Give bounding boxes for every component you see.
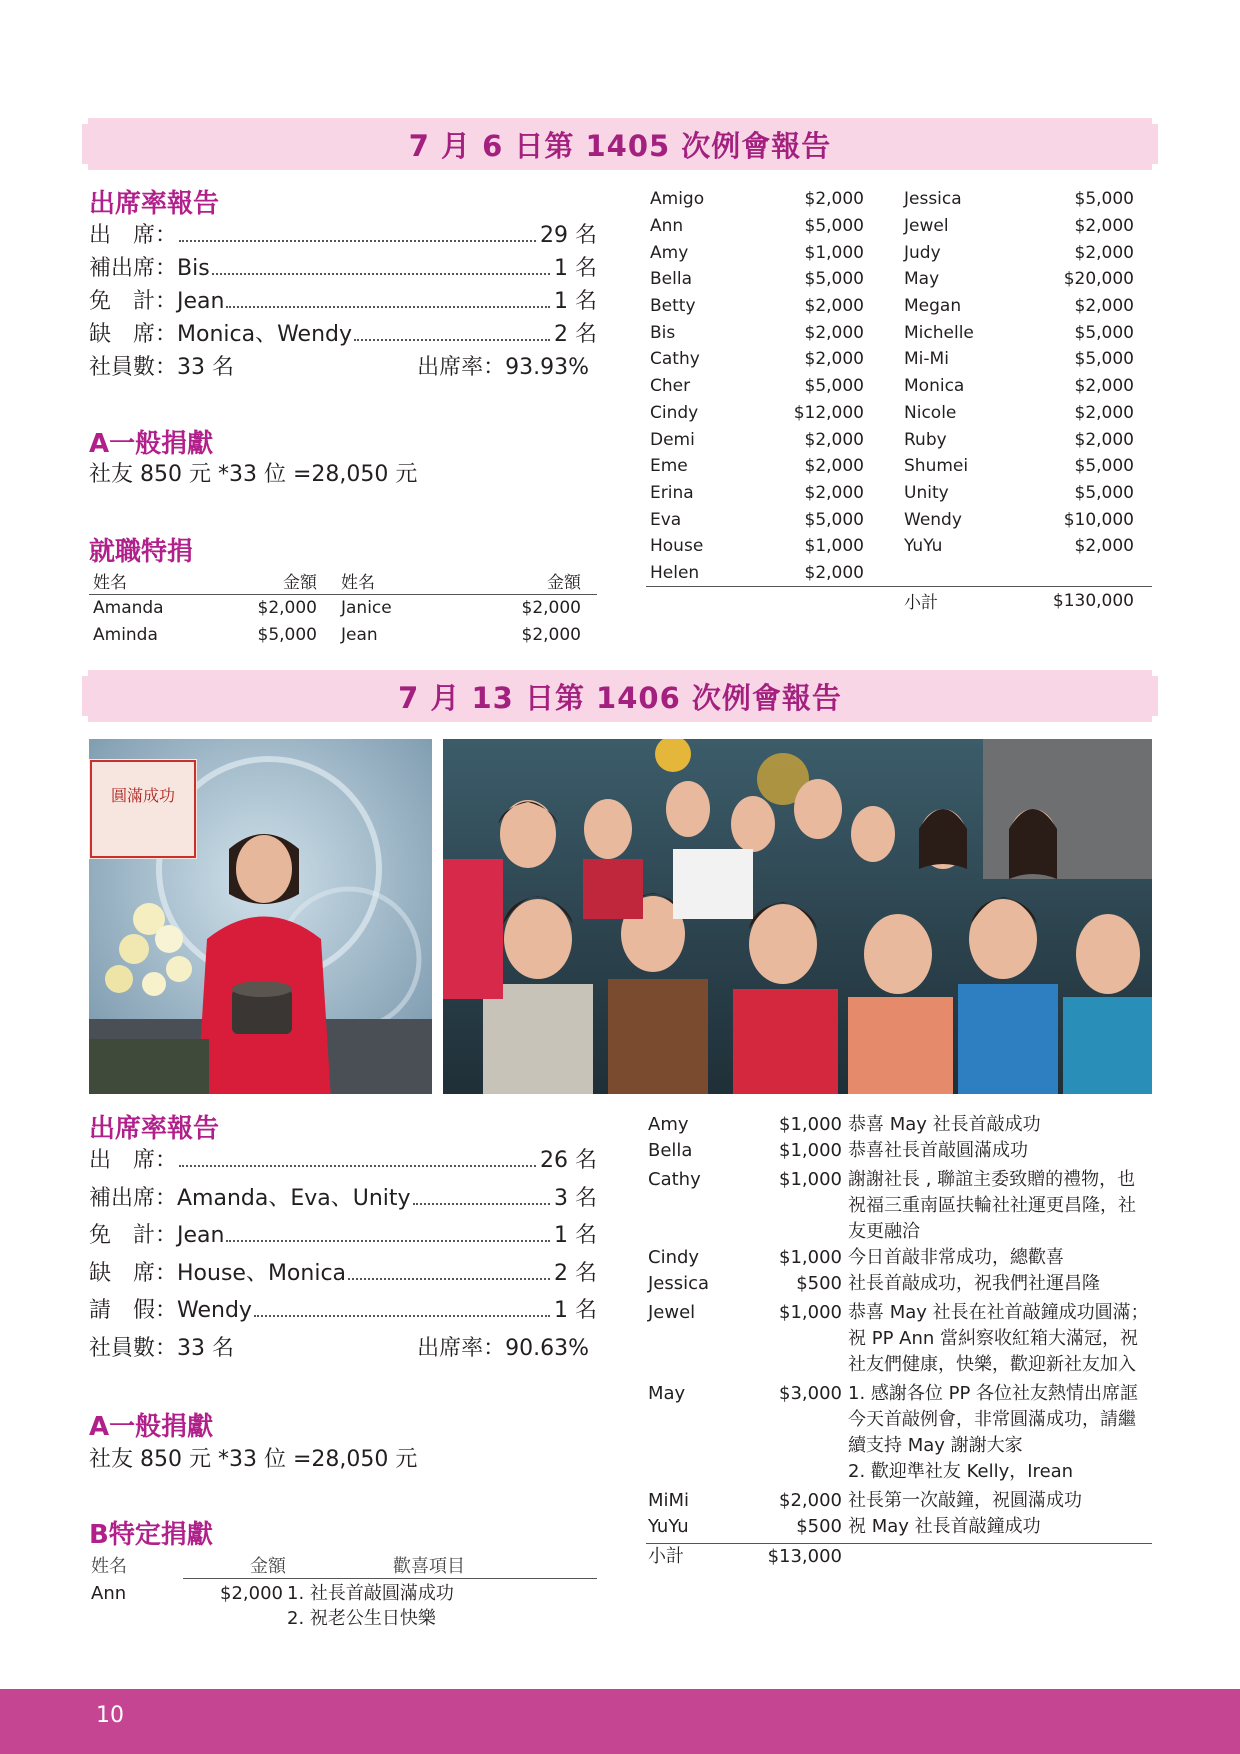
donor-name: Demi: [650, 429, 695, 450]
donor-name: May: [648, 1383, 686, 1404]
m2-attendance-count: 2 名: [554, 1260, 597, 1286]
m1-attendance-label: 免 計：Jean: [89, 289, 225, 314]
m1-donor-table: [646, 186, 1152, 614]
donor-amount: $5,000: [1074, 189, 1134, 210]
donor-name: Michelle: [904, 322, 974, 343]
donor-name: Amy: [648, 1114, 689, 1135]
donor-name: Cindy: [650, 402, 699, 423]
m1-attendance-count: 29 名: [540, 223, 597, 248]
message-line: 謝謝社長 , 聯誼主委致贈的禮物，也祝福三重南區扶輪社社運更昌隆，社友更融洽: [848, 1169, 1136, 1242]
m1-attendance-row: [89, 317, 597, 350]
donor-amount: $20,000: [1063, 269, 1134, 290]
donation-message: [848, 1488, 1152, 1514]
donation-row: [646, 1138, 1152, 1164]
m2-special-heading: B特定捐獻: [89, 1520, 213, 1550]
donor-amount: $2,000: [1074, 402, 1134, 423]
m1-attendance-label: 出 席：: [89, 223, 178, 248]
m1-attendance-count: 2 名: [554, 322, 597, 347]
donor-amount: $2,000: [1074, 536, 1134, 557]
m2-general-heading: A一般捐獻: [89, 1412, 214, 1442]
col-amount: 金額: [183, 1552, 353, 1579]
donor-amount: $2,000: [804, 482, 864, 503]
donor-amount: $2,000: [220, 1583, 283, 1604]
message-line: 今日首敲非常成功，總歡喜: [848, 1247, 1064, 1268]
leader-dots: [413, 1203, 550, 1205]
subtotal-label: 小計: [904, 593, 938, 614]
donation-message: [848, 1245, 1152, 1271]
m1-attendance-count: 1 名: [554, 256, 597, 281]
donor-amount: $500: [796, 1273, 842, 1294]
donor-name: Amanda: [93, 598, 164, 619]
col-amount: 金額: [547, 572, 581, 593]
donor-name: Aminda: [93, 624, 158, 645]
table-row: [646, 480, 1152, 507]
group-photo: [443, 739, 1152, 1094]
donor-name: Cindy: [648, 1247, 700, 1268]
donation-row: [646, 1514, 1152, 1540]
donor-name: Erina: [650, 482, 694, 503]
donor-amount: $5,000: [804, 509, 864, 530]
donor-amount: $1,000: [804, 536, 864, 557]
donor-name: Jessica: [904, 189, 962, 210]
m2-attendance-count: 1 名: [554, 1298, 597, 1323]
meeting1-banner: [88, 118, 1152, 170]
donor-amount: $5,000: [804, 376, 864, 397]
m1-attendance-summary: [89, 350, 597, 383]
leader-dots: [226, 1240, 550, 1242]
table-row: [646, 346, 1152, 373]
table-row: [646, 239, 1152, 266]
donor-name: Jean: [341, 624, 378, 645]
m2-attendance-list: [89, 1143, 597, 1368]
leader-dots: [179, 240, 536, 242]
m2-attendance-label: 免 計：Jean: [89, 1223, 225, 1248]
m1-attendance-count: 1 名: [554, 289, 597, 314]
page-number: 10: [96, 1703, 124, 1728]
donor-amount: $2,000: [804, 189, 864, 210]
subtotal-row: [646, 587, 1152, 614]
col-amount: 金額: [283, 572, 317, 593]
donor-amount: $12,000: [793, 402, 864, 423]
donor-name: Judy: [904, 242, 941, 263]
donor-name: YuYu: [904, 536, 943, 557]
donation-row: [646, 1112, 1152, 1138]
table-row: [646, 213, 1152, 240]
donor-name: Cher: [650, 376, 691, 397]
donor-amount: $2,000: [804, 456, 864, 477]
m2-attendance-label: 請 假：Wendy: [89, 1298, 252, 1323]
m1-attendance-label: 補出席：Bis: [89, 256, 210, 281]
donor-name: May: [904, 269, 940, 290]
leader-dots: [348, 1278, 550, 1280]
m2-attendance-row: [89, 1256, 597, 1294]
donor-name: Amy: [650, 242, 689, 263]
m2-donation-table: [646, 1112, 1152, 1570]
table-row: [646, 533, 1152, 560]
donor-name: Unity: [904, 482, 949, 503]
message-line: 1. 感謝各位 PP 各位社友熱情出席誆今天首敲例會，非常圓滿成功，請繼續支持 May 謝謝大家: [848, 1383, 1139, 1456]
m1-inaug-heading: 就職特捐: [89, 537, 194, 567]
donor-amount: $2,000: [1074, 242, 1134, 263]
m1-member-count: 社員數：33 名: [89, 355, 234, 380]
donor-amount: $2,000: [521, 598, 581, 619]
donor-amount: $5,000: [257, 624, 317, 645]
leader-dots: [179, 1165, 536, 1167]
m1-inaug-table: [89, 567, 597, 648]
donor-amount: $1,000: [779, 1247, 842, 1268]
group-photo-image: [443, 739, 1152, 1094]
donor-name: Amigo: [650, 189, 705, 210]
donor-name: Megan: [904, 296, 962, 317]
donor-amount: $2,000: [804, 349, 864, 370]
donor-name: Cathy: [648, 1169, 701, 1190]
donation-message: [848, 1167, 1152, 1245]
donor-amount: $1,000: [779, 1114, 842, 1135]
donor-amount: $2,000: [804, 296, 864, 317]
message-line: 恭喜 May 社長首敲成功: [848, 1114, 1041, 1135]
table-row: [646, 186, 1152, 213]
m2-attendance-label: 補出席：Amanda、Eva、Unity: [89, 1185, 411, 1211]
donation-items: [287, 1581, 597, 1631]
donor-amount: $5,000: [1074, 482, 1134, 503]
donation-row: [646, 1381, 1152, 1485]
donor-amount: $5,000: [804, 216, 864, 237]
donation-row: [646, 1245, 1152, 1271]
table-row: [89, 621, 597, 648]
leader-dots: [226, 306, 550, 308]
table-row: [646, 293, 1152, 320]
m1-general-text: 社友 850 元 *33 位 =28,050 元: [89, 462, 418, 487]
donor-name: Betty: [650, 296, 696, 317]
donor-name: Shumei: [904, 456, 969, 477]
message-line: 祝 May 社長首敲鐘成功: [848, 1516, 1041, 1537]
donation-row: [646, 1271, 1152, 1297]
m2-attendance-row: [89, 1293, 597, 1331]
m1-attendance-list: [89, 218, 597, 383]
m2-attendance-count: 3 名: [554, 1185, 597, 1211]
table-row: [646, 426, 1152, 453]
sign-text: 圓滿成功: [110, 786, 176, 805]
donor-name: Bella: [650, 269, 692, 290]
leader-dots: [254, 1315, 550, 1317]
m2-special-table: [89, 1551, 597, 1631]
donor-name: Eme: [650, 456, 688, 477]
donor-amount: $2,000: [779, 1490, 842, 1511]
message-line: 社長第一次敲鐘，祝圓滿成功: [848, 1490, 1082, 1511]
m2-attendance-heading: 出席率報告: [89, 1114, 220, 1144]
item-line: 1. 社長首敲圓滿成功: [287, 1583, 454, 1604]
page-footer: [0, 1689, 1240, 1754]
table-row: [646, 453, 1152, 480]
col-name: 姓名: [341, 572, 375, 593]
message-line: 社長首敲成功，祝我們社運昌隆: [848, 1273, 1100, 1294]
col-name: 姓名: [91, 1556, 127, 1577]
donor-name: Nicole: [904, 402, 957, 423]
donor-name: Eva: [650, 509, 682, 530]
donor-amount: $1,000: [779, 1302, 842, 1323]
table-row: [646, 506, 1152, 533]
m2-attendance-label: 出 席：: [89, 1148, 178, 1173]
donor-amount: $5,000: [1074, 349, 1134, 370]
donor-amount: $5,000: [1074, 322, 1134, 343]
col-item: 歡喜項目: [353, 1552, 597, 1579]
m2-attendance-row: [89, 1181, 597, 1219]
donor-name: Ann: [650, 216, 684, 237]
donor-amount: $5,000: [804, 269, 864, 290]
m1-attendance-label: 缺 席：Monica、Wendy: [89, 322, 353, 347]
donor-amount: $2,000: [521, 624, 581, 645]
donor-amount: $2,000: [1074, 296, 1134, 317]
donation-message: [848, 1138, 1152, 1164]
donor-amount: $1,000: [779, 1140, 842, 1161]
m2-attendance-count: 26 名: [540, 1148, 597, 1173]
table-header: [89, 1551, 597, 1579]
president-photo: [89, 739, 432, 1094]
donor-amount: $2,000: [804, 562, 864, 583]
m2-attendance-rate: 出席率：90.63%: [417, 1335, 589, 1361]
m1-general-heading: A一般捐獻: [89, 429, 214, 459]
donor-amount: $10,000: [1063, 509, 1134, 530]
table-row: [646, 319, 1152, 346]
leader-dots: [354, 339, 550, 341]
subtotal-amount: $13,000: [767, 1546, 842, 1567]
donor-name: Ruby: [904, 429, 947, 450]
donor-amount: $2,000: [257, 598, 317, 619]
donor-name: Bella: [648, 1140, 693, 1161]
donor-name: YuYu: [648, 1516, 689, 1537]
table-row: [646, 400, 1152, 427]
donation-message: [848, 1271, 1152, 1297]
donation-message: [848, 1514, 1152, 1540]
m2-attendance-row: [89, 1143, 597, 1181]
m1-attendance-rate: 出席率：93.93%: [417, 355, 589, 380]
table-row: [646, 266, 1152, 293]
m2-attendance-row: [89, 1218, 597, 1256]
m1-attendance-row: [89, 284, 597, 317]
donation-message: [848, 1381, 1152, 1485]
m1-attendance-heading: 出席率報告: [89, 189, 220, 219]
donor-amount: $2,000: [804, 429, 864, 450]
donation-row: [646, 1488, 1152, 1514]
table-row: [646, 560, 1152, 588]
donor-name: Jewel: [648, 1302, 696, 1323]
donor-amount: $1,000: [779, 1169, 842, 1190]
meeting1-title: 7 月 6 日第 1405 次例會報告: [408, 128, 832, 163]
donor-name: Jessica: [648, 1273, 710, 1294]
donor-amount: $500: [796, 1516, 842, 1537]
message-line: 恭喜 May 社長在社首敲鐘成功圓滿；祝 PP Ann 當糾察收紅箱大滿冠，祝社友們健康，快樂，歡迎新社友加入: [848, 1302, 1149, 1375]
donor-name: Cathy: [650, 349, 700, 370]
subtotal-label: 小計: [648, 1546, 684, 1567]
donor-name: Monica: [904, 376, 965, 397]
col-name: 姓名: [93, 572, 127, 593]
item-line: 2. 祝老公生日快樂: [287, 1608, 436, 1629]
m2-general-text: 社友 850 元 *33 位 =28,050 元: [89, 1447, 418, 1472]
subtotal-amount: $130,000: [1052, 590, 1134, 611]
donor-amount: $2,000: [1074, 376, 1134, 397]
donor-amount: $5,000: [1074, 456, 1134, 477]
m1-attendance-row: [89, 251, 597, 284]
m2-attendance-summary: [89, 1331, 597, 1369]
donor-amount: $1,000: [804, 242, 864, 263]
meeting2-banner: [88, 670, 1152, 722]
donor-name: Wendy: [904, 509, 962, 530]
donor-name: Bis: [650, 322, 676, 343]
donor-name: Jewel: [904, 216, 949, 237]
table-row: [89, 595, 597, 622]
donor-amount: $2,000: [1074, 216, 1134, 237]
donor-amount: $2,000: [804, 322, 864, 343]
donor-amount: $3,000: [779, 1383, 842, 1404]
table-row: [89, 1581, 597, 1631]
subtotal-row: [646, 1543, 1152, 1570]
donation-row: [646, 1300, 1152, 1378]
table-row: [646, 373, 1152, 400]
table-header: [89, 567, 597, 595]
donor-name: Helen: [650, 562, 700, 583]
donation-row: [646, 1167, 1152, 1245]
donor-amount: $2,000: [1074, 429, 1134, 450]
donation-message: [848, 1300, 1152, 1378]
m2-attendance-count: 1 名: [554, 1223, 597, 1248]
message-line: 恭喜社長首敲圓滿成功: [848, 1140, 1028, 1161]
m2-attendance-label: 缺 席：House、Monica: [89, 1260, 347, 1286]
president-photo-image: [89, 739, 432, 1094]
m2-member-count: 社員數：33 名: [89, 1335, 234, 1361]
donor-name: Mi-Mi: [904, 349, 949, 370]
m1-attendance-row: [89, 218, 597, 251]
leader-dots: [212, 273, 550, 275]
donor-name: MiMi: [648, 1490, 690, 1511]
meeting2-title: 7 月 13 日第 1406 次例會報告: [398, 680, 842, 715]
donor-name: Janice: [341, 598, 392, 619]
message-line: 2. 歡迎準社友 Kelly，Irean: [848, 1461, 1074, 1482]
donor-name: House: [650, 536, 704, 557]
donation-message: [848, 1112, 1152, 1138]
donor-name: Ann: [91, 1583, 127, 1604]
